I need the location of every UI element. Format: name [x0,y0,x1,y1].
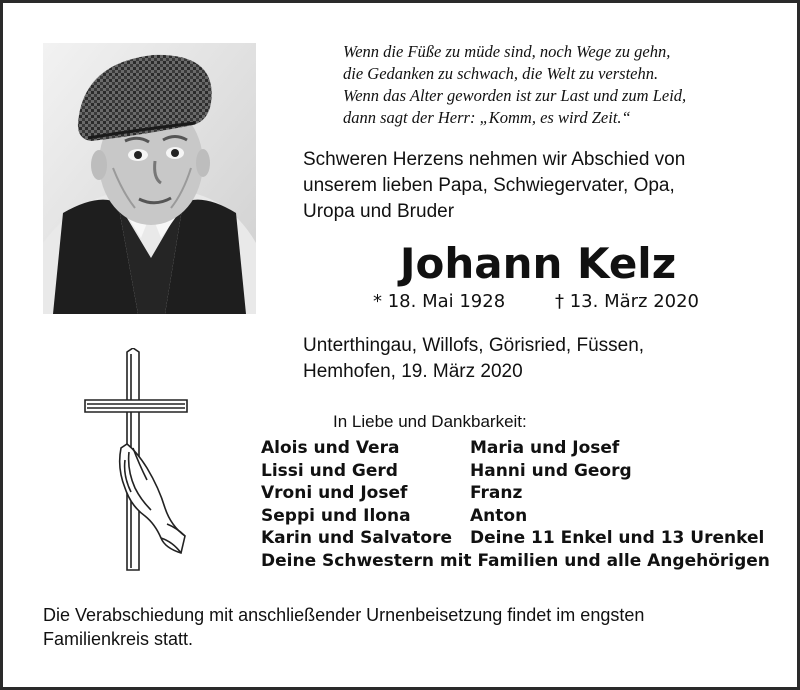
poem [343,41,783,129]
cross-with-praying-hands-icon [81,348,201,573]
thanks-line: In Liebe und Dankbarkeit: [333,412,527,431]
mourner-left: Seppi und Ilona [261,505,411,526]
place-line: Hemhofen, 19. März 2020 [303,361,523,382]
mourners-list [261,437,781,572]
intro-line: Schweren Herzens nehmen wir Abschied von [303,149,686,170]
place-line: Unterthingau, Willofs, Görisried, Füssen, [303,335,645,356]
portrait-illustration [43,43,256,314]
mourner-right: Anton [470,505,528,526]
footer-line: Familienkreis statt. [43,629,194,649]
mourner-left: Vroni und Josef [261,483,408,503]
funeral-note [43,603,773,651]
mourner-right: Franz [470,483,523,503]
intro-line: unserem lieben Papa, Schwiegervater, Opa, [303,175,675,196]
mourner-left: Karin und Salvatore [261,528,452,548]
intro-line: Uropa und Bruder [303,201,455,222]
list-item [261,437,781,460]
mourner-right: Hanni und Georg [470,460,632,481]
mourner-left: Alois und Vera [261,438,400,458]
death-date: † 13. März 2020 [555,291,700,312]
list-item [261,505,781,528]
poem-line: Wenn die Füße zu müde sind, noch Wege zu gehn, [343,42,671,61]
poem-line: dann sagt der Herr: „Komm, es wird Zeit.“ [343,108,631,127]
intro-text [303,147,773,225]
mourner-right: Maria und Josef [470,438,620,458]
deceased-name: Johann Kelz [399,239,677,288]
list-item [261,482,781,505]
mourner-right: Deine 11 Enkel und 13 Urenkel [470,528,765,548]
list-item [261,550,781,573]
poem-line: die Gedanken zu schwach, die Welt zu verstehn. [343,64,659,83]
place-and-date [303,333,773,385]
mourner-left: Lissi und Gerd [261,460,398,481]
list-item [261,460,781,483]
cross-drawing [81,348,201,573]
portrait-photo [43,43,256,314]
footer-line: Die Verabschiedung mit anschließender Urnenbeisetzung findet im engsten [43,605,645,625]
birth-date: * 18. Mai 1928 [373,291,506,312]
list-item [261,527,781,550]
poem-line: Wenn das Alter geworden ist zur Last und zum Leid, [343,86,687,105]
mourner-final-line: Deine Schwestern mit Familien und alle Angehörigen [261,550,770,571]
